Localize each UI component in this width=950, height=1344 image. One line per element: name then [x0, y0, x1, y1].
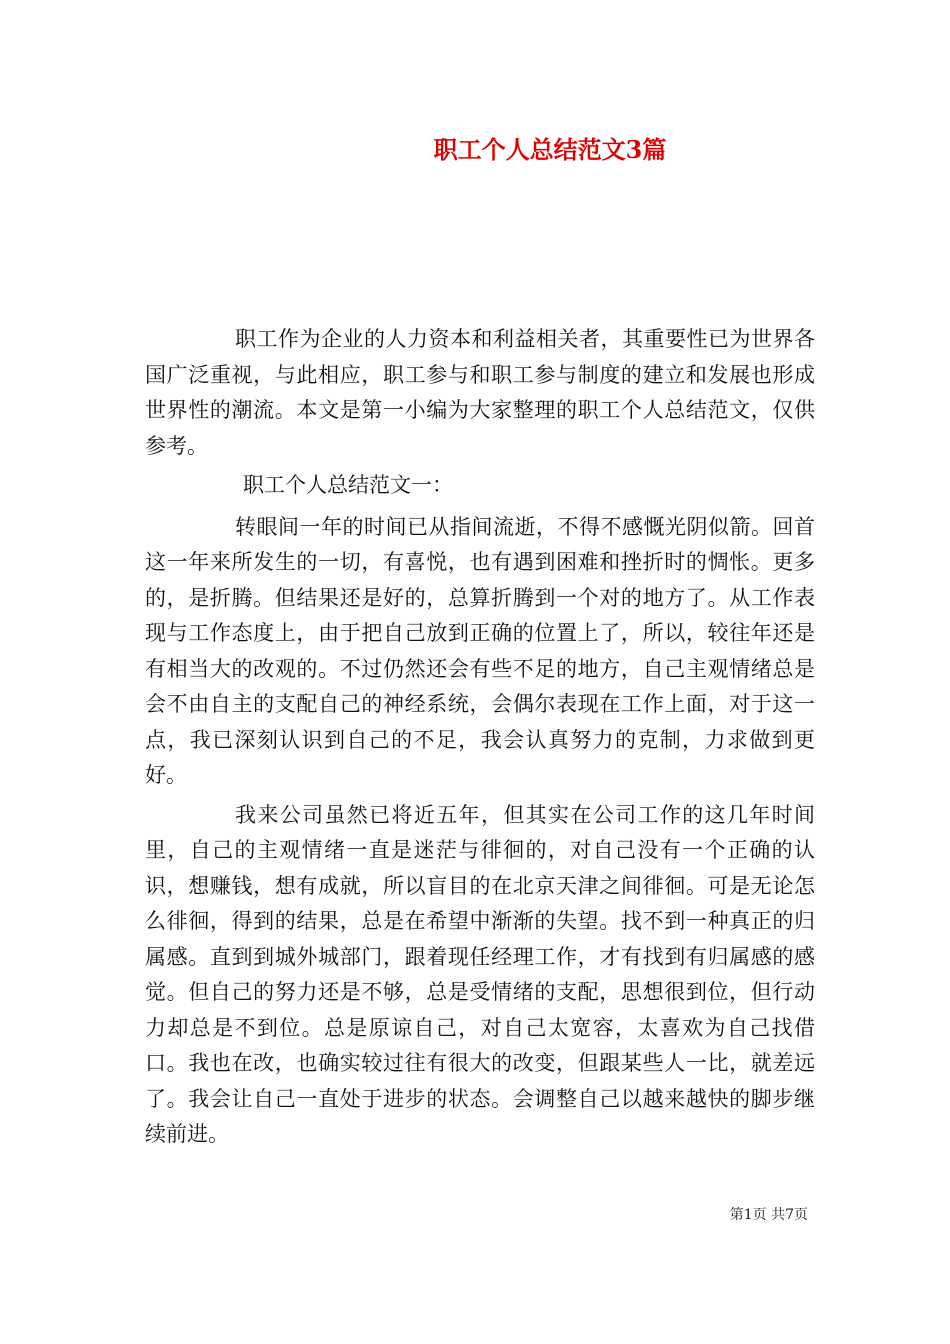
document-title-text: 职工个人总结范文3篇 — [433, 135, 667, 164]
body-paragraph-1: 转眼间一年的时间已从指间流逝，不得不感慨光阴似箭。回首这一年来所发生的一切，有喜悦，也有遇到困难和挫折时的惆怅。更多的，是折腾。但结果还是好的，总算折腾到一个对的地方了。从工作表现与工作态度上，由于把自己放到正确的位置上了，所以，较往年还是有相当大的改观的。不过仍然还会有些不足的地方，自己主观情绪总是会不由自主的支配自己的神经系统，会偶尔表现在工作上面，对于这一点，我已深刻认识到自己的不足，我会认真努力的克制，力求做到更好。 — [145, 514, 815, 787]
page-number-footer: 第1页 共7页 — [729, 1207, 808, 1223]
body-paragraph-2: 我来公司虽然已将近五年，但其实在公司工作的这几年时间里，自己的主观情绪一直是迷茫与徘徊的，对自己没有一个正确的认识，想赚钱，想有成就，所以盲目的在北京天津之间徘徊。可是无论怎么徘徊，得到的结果，总是在希望中渐渐的失望。找不到一种真正的归属感。直到到城外城部门，跟着现任经理工作，才有找到有归属感的感觉。但自己的努力还是不够，总是受情绪的支配，思想很到位，但行动力却总是不到位。总是原谅自己，对自己太宽容，太喜欢为自己找借口。我也在改，也确实较过往有很大的改变，但跟某些人一比，就差远了。我会让自己一直处于进步的状态。会调整自己以越来越快的脚步继续前进。 — [145, 802, 815, 1146]
document-body — [145, 322, 815, 1157]
section-heading: 职工个人总结范文一： — [243, 473, 453, 497]
intro-paragraph: 职工作为企业的人力资本和利益相关者，其重要性已为世界各国广泛重视，与此相应，职工参与和职工参与制度的建立和发展也形成世界性的潮流。本文是第一小编为大家整理的职工个人总结范文，仅供参考。 — [145, 327, 815, 458]
document-title — [0, 130, 950, 170]
